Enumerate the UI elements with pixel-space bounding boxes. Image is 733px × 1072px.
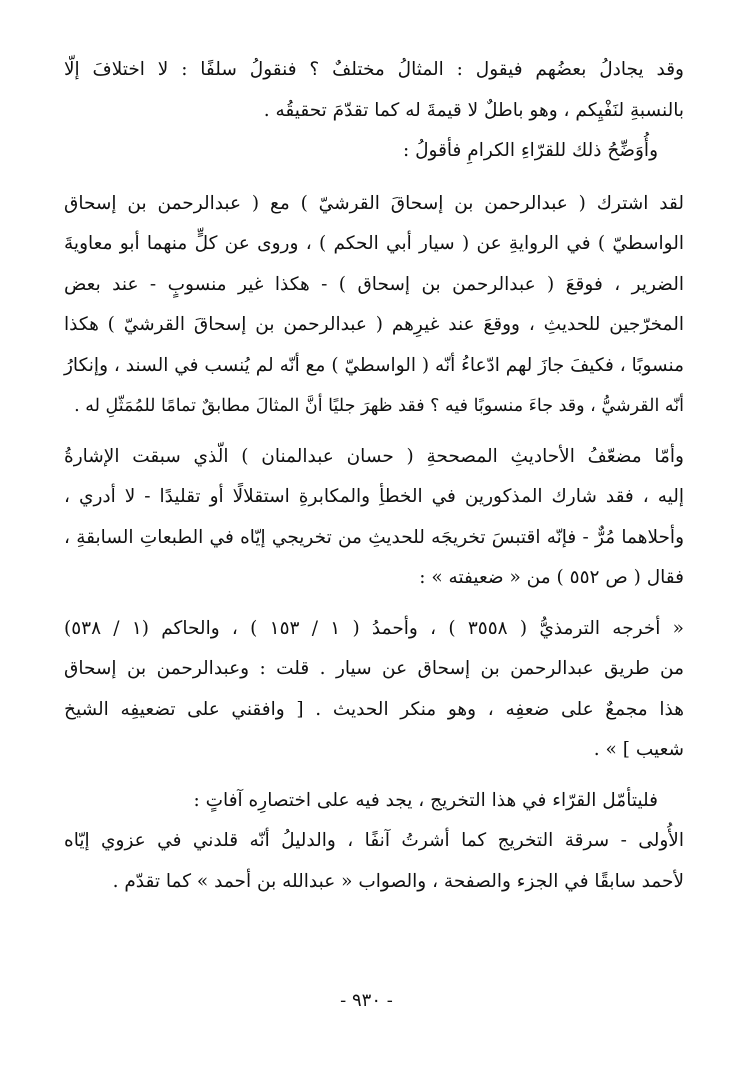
text-line: بالنسبةِ لنَفْيِكم ، وهو باطلٌ لا قيمةَ له كما تقدّمَ تحقيقُه .	[263, 99, 684, 121]
text-line: وأمّا مضعّفُ الأحاديثِ المصححةِ ( حسان عبدالمنان ) الّذي سبقت الإشارةُ	[64, 445, 684, 467]
paragraph-5	[64, 781, 684, 903]
text-line: شعيب ] » .	[593, 739, 684, 760]
text-line: وأُوَضِّحُ ذلك للقرّاءِ الكرامِ فأقولُ :	[402, 140, 658, 161]
paragraph-1	[64, 50, 684, 172]
paragraph-4-quotation	[64, 609, 684, 771]
text-line: هذا مجمعٌ على ضعفِه ، وهو منكر الحديث . [ وافقني على تضعيفِه الشيخ	[64, 698, 684, 720]
text-line: إليه ، فقد شارك المذكورين في الخطأِ والمكابرةِ استقلالًا أو تقليدًا - لا أدري ،	[64, 486, 684, 507]
text-line: المخرّجين للحديثِ ، ووقعَ عند غيرِهم ( عبدالرحمن بن إسحاقَ القرشيّ ) هكذا	[64, 314, 684, 335]
text-line: « أخرجه الترمذيُّ ( ٣٥٥٨ ) ، وأحمدُ ( ١ / ١٥٣ ) ، والحاكم (١ / ٥٣٨)	[64, 617, 685, 639]
text-line: الواسطيّ ) في الروايةِ عن ( سيار أبي الحكم ) ، وروى عن كلٍّ منهما أبو معاويةَ	[64, 233, 684, 254]
page-number: - ٩٣٠ -	[340, 990, 393, 1011]
text-line: منسوبًا ، فكيفَ جازَ لهم ادّعاءُ أنّه ( الواسطيّ ) مع أنّه لم يُنسب في السند ، وإنكارُ	[64, 354, 684, 376]
text-line: فقال ( ص ٥٥٢ ) من « ضعيفته » :	[419, 567, 684, 588]
text-line: فليتأمّل القرّاء في هذا التخريج ، يجد فيه على اختصارِه آفاتٍ :	[193, 789, 658, 811]
text-line: أنّه القرشيُّ ، وقد جاءَ منسوبًا فيه ؟ فقد ظهرَ جليًا أنَّ المثالَ مطابقٌ تمامًا للمُمَثّلِ له .	[74, 396, 684, 416]
text-line: لأحمد سابقًا في الجزء والصفحة ، والصواب « عبدالله بن أحمد » كما تقدّم .	[112, 870, 684, 892]
text-line: وقد يجادلُ بعضُهم فيقول : المثالُ مختلفٌ ؟ فنقولُ سلفًا : لا اختلافَ إلّا	[64, 59, 684, 80]
text-line: من طريق عبدالرحمن بن إسحاق عن سيار . قلت : وعبدالرحمن بن إسحاق	[64, 658, 684, 679]
text-line: لقد اشترك ( عبدالرحمن بن إسحاقَ القرشيّ ) مع ( عبدالرحمن بن إسحاق	[64, 192, 684, 214]
paragraph-2	[64, 184, 684, 427]
text-line: الأُولى - سرقة التخريج كما أشرتُ آنفًا ، والدليلُ أنّه قلدني في عزوي إيّاه	[64, 830, 684, 851]
text-line: وأحلاهما مُرٌّ - فإنّه اقتبسَ تخريجَه للحديثِ من تخريجي إيّاه في الطبعاتِ السابقةِ ،	[64, 526, 684, 548]
page-body	[64, 50, 684, 902]
text-line: الضرير ، فوقعَ ( عبدالرحمن بن إسحاق ) - هكذا غير منسوبٍ - عند بعض	[64, 273, 684, 295]
paragraph-3	[64, 437, 684, 599]
